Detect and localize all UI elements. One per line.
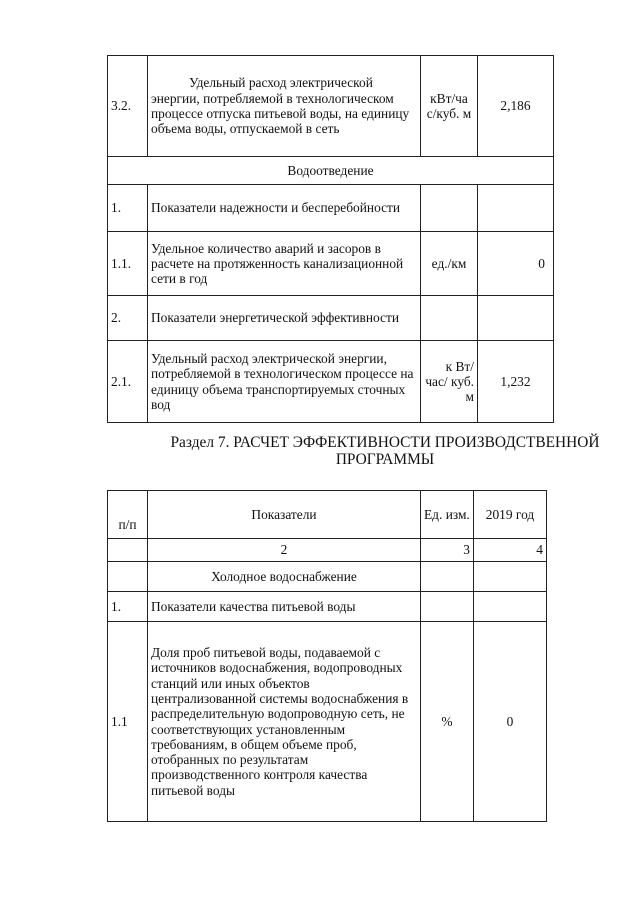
efficiency-table	[107, 490, 547, 822]
unit-cell: %	[421, 622, 474, 822]
table-row	[108, 592, 547, 622]
row-number: 3.2.	[108, 56, 148, 157]
header-number: п/п	[108, 491, 148, 539]
header-row	[108, 491, 547, 539]
unit-cell	[421, 296, 478, 341]
row-number: 1.	[108, 185, 148, 232]
indicator-description: Доля проб питьевой воды, подаваемой с источников водоснабжения, водопроводных станций или иных объектов централизованной системы водоснабжения в распределительную водопроводную сеть, не соответствующих установленным требованиям, в общем объеме проб, отобранных по результатам производственного контроля качества питьевой воды	[148, 622, 421, 822]
table-row	[108, 622, 547, 822]
indicator-description: Показатели надежности и бесперебойности	[148, 185, 421, 232]
value-cell: 1,232	[478, 341, 554, 423]
value-cell	[474, 562, 547, 592]
value-cell	[474, 592, 547, 622]
table-row	[108, 341, 554, 423]
row-number: 2.1.	[108, 341, 148, 423]
value-cell: 0	[478, 232, 554, 296]
indicator-description: Удельный расход электрической энергии, потребляемой в технологическом процессе на единицу объема транспортируемых сточных вод	[148, 341, 421, 423]
value-cell	[478, 296, 554, 341]
unit-cell	[421, 592, 474, 622]
section-blank	[108, 562, 148, 592]
row-number: 1.	[108, 592, 148, 622]
index-cell-1	[108, 539, 148, 562]
row-number: 2.	[108, 296, 148, 341]
table-row	[108, 185, 554, 232]
section-row	[108, 562, 547, 592]
value-cell: 0	[474, 622, 547, 822]
indicator-description: Удельный расход электрической энергии, потребляемой в технологическом процессе отпуска питьевой воды, на единицу объема воды, отпускаемой в сеть	[151, 75, 410, 137]
index-cell-2: 2	[148, 539, 421, 562]
table-row	[108, 232, 554, 296]
table-row	[108, 296, 554, 341]
indicator-text	[148, 56, 421, 157]
unit-cell: к Вт/час/ куб. м	[421, 341, 478, 423]
index-cell-3: 3	[421, 539, 474, 562]
indicator-description: Показатели качества питьевой воды	[148, 592, 421, 622]
section-heading: Водоотведение	[108, 157, 554, 185]
section-title: Раздел 7. РАСЧЕТ ЭФФЕКТИВНОСТИ ПРОИЗВОДСТВЕННОЙ ПРОГРАММЫ	[170, 434, 600, 468]
header-year: 2019 год	[474, 491, 547, 539]
table-row	[108, 56, 554, 157]
index-row	[108, 539, 547, 562]
unit-cell	[421, 185, 478, 232]
section-row	[108, 157, 554, 185]
value-cell: 2,186	[478, 56, 554, 157]
unit-cell: кВт/ча с/куб. м	[421, 56, 478, 157]
header-indicators: Показатели	[148, 491, 421, 539]
value-cell	[478, 185, 554, 232]
section-heading: Холодное водоснабжение	[148, 562, 421, 592]
indicator-description: Показатели энергетической эффективности	[148, 296, 421, 341]
header-unit: Ед. изм.	[421, 491, 474, 539]
row-number: 1.1	[108, 622, 148, 822]
indicator-description: Удельное количество аварий и засоров в расчете на протяженность канализационной сети в год	[148, 232, 421, 296]
row-number: 1.1.	[108, 232, 148, 296]
unit-cell: ед./км	[421, 232, 478, 296]
index-cell-4: 4	[474, 539, 547, 562]
indicators-table-top	[107, 55, 554, 423]
unit-cell	[421, 562, 474, 592]
